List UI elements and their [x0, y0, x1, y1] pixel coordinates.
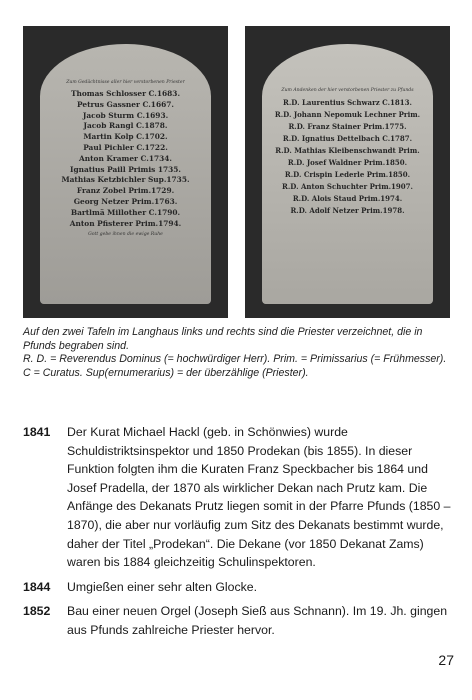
plaque-left-row: Jacob Rangl C.1878.: [83, 121, 168, 131]
photo-right-memorial-plaque: [245, 26, 450, 318]
caption-line-2: R. D. = Reverendus Dominus (= hochwürdiger Herr). Prim. = Primissarius (= Frühmesser). C = Curatus. Sup(ernumerarius) = der überzählige (Priester).: [23, 353, 447, 379]
entry-year: 1852: [23, 604, 51, 619]
entry-text: Der Kurat Michael Hackl (geb. in Schönwies) wurde Schuldistriktsinspektor und 1850 Prodekan (bis 1855). In dieser Funktion folgten ihm die Kuraten Franz Speckbacher bis 1864 und Josef Pradella, der 1870 als wirklicher Dekan nach Prutz kam. Die Anfänge des Dekanats Prutz liegen somit in der Pfarre Pfunds (1850 – 1870), die aber nur vorläufig zum Sitz des Dekanats bestimmt wurde, daher der Titel „Prodekan“. Die Dekane (vor 1850 Dekanat Zams) waren bis 1884 gleichzeitig Schulinspektoren.: [67, 425, 451, 570]
plaque-left-row: Martin Kolp C.1702.: [83, 132, 168, 142]
plaque-right-row: R.D. Josef Waldner Prim.1850.: [287, 158, 408, 167]
entry-text: Bau einer neuen Orgel (Joseph Sieß aus Schnann). Im 19. Jh. gingen aus Pfunds zahlreiche Priester hervor.: [67, 604, 448, 637]
entry-year: 1844: [23, 579, 51, 594]
chronicle-entry: [23, 602, 451, 639]
plaque-left-row: Jacob Sturm C.1693.: [82, 110, 169, 120]
plaque-right-row: R.D. Crispin Lederle Prim.1850.: [284, 170, 411, 179]
plaque-right-row: R.D. Anton Schuchter Prim.1907.: [282, 182, 413, 191]
photo-left-memorial-plaque: [23, 26, 228, 318]
plaque-left-row: Anton Pfisterer Prim.1794.: [69, 218, 182, 228]
chronicle-entry: [23, 578, 451, 597]
plaque-left-row: Bartlmä Millother C.1790.: [70, 207, 181, 217]
entry-year: 1841: [23, 425, 51, 439]
plaque-left-row: Thomas Schlosser C.1683.: [70, 89, 181, 98]
plaque-left-row: Georg Netzer Prim.1763.: [73, 196, 178, 206]
chronicle-entries: [23, 423, 451, 646]
caption-line-1: Auf den zwei Tafeln im Langhaus links und rechts sind die Priester verzeichnet, die in Pfunds begraben sind.: [23, 326, 423, 352]
entry-text: Umgießen einer sehr alten Glocke.: [67, 579, 258, 594]
plaque-right-row: R.D. Laurentius Schwarz C.1813.: [283, 98, 412, 107]
plaque-right-row: R.D. Johann Nepomuk Lechner Prim.: [274, 110, 421, 119]
plaque-right-row: R.D. Franz Stainer Prim.1775.: [288, 122, 407, 131]
page-number: 27: [438, 652, 454, 668]
plaque-left: [40, 44, 211, 304]
plaque-left-row: Ignatius Paill Primis 1735.: [69, 164, 182, 174]
plaque-left-row: Mathias Ketzbichler Sup.1735.: [61, 175, 190, 185]
chronicle-entry: [23, 423, 451, 572]
plaque-left-footer: Gott gebe ihnen die ewige Ruhe: [88, 232, 163, 238]
plaque-left-heading: Zum Gedächtnisse aller hier verstorbenen Priester: [66, 80, 185, 85]
plaque-right-row: R.D. Adolf Netzer Prim.1978.: [290, 206, 405, 215]
plaque-right-row: R.D. Ignatius Dettelbach C.1787.: [282, 134, 413, 143]
photo-caption: [23, 326, 453, 380]
plaque-left-row: Paul Pichler C.1722.: [83, 142, 168, 152]
plaque-left-row: Franz Zobel Prim.1729.: [76, 186, 175, 196]
plaque-right: [262, 44, 433, 304]
plaque-left-row: Anton Kramer C.1734.: [79, 153, 172, 163]
plaque-right-row: R.D. Alois Staud Prim.1974.: [292, 194, 403, 203]
plaque-right-heading: Zum Andenken der hier verstorbenen Priester zu Pfunds: [281, 88, 414, 93]
plaque-left-row: Petrus Gassner C.1667.: [77, 99, 174, 109]
plaque-right-row: R.D. Mathias Kleibenschwandt Prim.: [275, 146, 420, 155]
